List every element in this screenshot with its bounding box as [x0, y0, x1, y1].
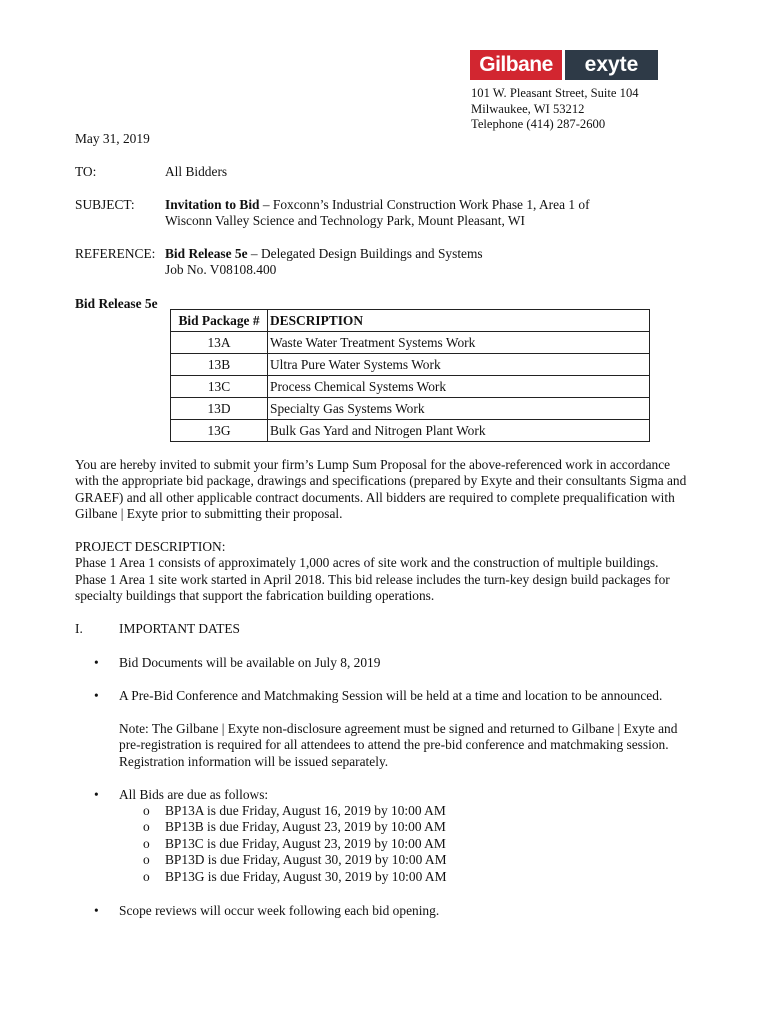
reference-rest: – Delegated Design Buildings and Systems: [247, 246, 483, 261]
bid-package-table: [170, 309, 650, 442]
table-row: [171, 376, 650, 398]
address-city: Milwaukee, WI 53212: [471, 101, 585, 116]
intro-line: Gilbane | Exyte prior to submitting their proposal.: [75, 506, 343, 522]
bullet-icon: •: [94, 787, 99, 802]
project-line: specialty buildings that support the fabrication building operations.: [75, 588, 435, 604]
bullet-icon: •: [94, 688, 99, 703]
subject-bold: Invitation to Bid: [165, 197, 260, 212]
address-street: 101 W. Pleasant Street, Suite 104: [471, 86, 639, 100]
letter-date: May 31, 2019: [75, 131, 150, 146]
reference-line-2: Job No. V08108.400: [165, 262, 277, 277]
letterhead-address: [471, 86, 639, 133]
note-line: Registration information will be issued separately.: [119, 753, 389, 769]
exyte-logo: exyte: [565, 50, 658, 80]
to-value: All Bidders: [165, 164, 228, 179]
due-date-item: BP13A is due Friday, August 16, 2019 by 10:00 AM: [165, 803, 446, 818]
intro-line: with the appropriate bid package, drawings and specifications (prepared by Exyte and their consultants Sigma and: [75, 473, 687, 489]
note-paragraph: [119, 721, 677, 770]
subject-rest: – Foxconn’s Industrial Construction Work Phase 1, Area 1 of: [259, 197, 590, 212]
due-date-item: BP13C is due Friday, August 23, 2019 by 10:00 AM: [165, 836, 446, 851]
bullet-icon: •: [94, 903, 99, 918]
section-numeral: I.: [75, 621, 83, 636]
bid-package-cell: 13D: [171, 398, 268, 420]
sub-bullet-icon: o: [143, 803, 150, 818]
subject-label: SUBJECT:: [75, 197, 135, 212]
sub-bullet-icon: o: [143, 819, 150, 834]
header-bid-package: Bid Package #: [171, 310, 268, 332]
bullet-icon: •: [94, 655, 99, 670]
project-line: Phase 1 Area 1 site work started in April 2018. This bid release includes the turn-key design build packages for: [75, 571, 670, 587]
intro-line: You are hereby invited to submit your firm’s Lump Sum Proposal for the above-referenced work in accordance: [75, 457, 671, 472]
project-line: Phase 1 Area 1 consists of approximately 1,000 acres of site work and the construction of multiple buildings.: [75, 555, 659, 571]
bid-release-title: Bid Release 5e: [75, 296, 158, 311]
company-logo: [470, 50, 658, 80]
bid-package-cell: 13G: [171, 420, 268, 442]
reference-bold: Bid Release 5e: [165, 246, 248, 261]
note-line: pre-registration is required for all attendees to attend the pre-bid conference and matchmaking session.: [119, 737, 669, 753]
table-header-row: [171, 310, 650, 332]
sub-bullet-icon: o: [143, 869, 150, 884]
gilbane-logo: Gilbane: [470, 50, 562, 80]
table-row: [171, 420, 650, 442]
description-cell: Ultra Pure Water Systems Work: [268, 354, 650, 376]
table-row: [171, 332, 650, 354]
bullet-scope-reviews: Scope reviews will occur week following each bid opening.: [119, 903, 440, 918]
project-heading: PROJECT DESCRIPTION:: [75, 539, 226, 554]
description-cell: Specialty Gas Systems Work: [268, 398, 650, 420]
section-title: IMPORTANT DATES: [119, 621, 241, 636]
sub-bullet-icon: o: [143, 852, 150, 867]
reference-line-1: [165, 246, 483, 262]
intro-line: GRAEF) and all other applicable contract documents. All bidders are required to complete prequalification with: [75, 489, 675, 505]
to-label: TO:: [75, 164, 97, 179]
address-phone: Telephone (414) 287-2600: [471, 117, 606, 132]
bullet-bids-due: All Bids are due as follows:: [119, 787, 269, 802]
due-date-item: BP13D is due Friday, August 30, 2019 by 10:00 AM: [165, 852, 447, 867]
bullet-pre-bid: A Pre-Bid Conference and Matchmaking Session will be held at a time and location to be announced.: [119, 688, 663, 703]
intro-paragraph: [75, 457, 686, 523]
description-cell: Process Chemical Systems Work: [268, 376, 650, 398]
bid-package-cell: 13A: [171, 332, 268, 354]
subject-line-2: Wisconn Valley Science and Technology Park, Mount Pleasant, WI: [165, 213, 525, 228]
due-date-item: BP13G is due Friday, August 30, 2019 by 10:00 AM: [165, 869, 447, 884]
description-cell: Waste Water Treatment Systems Work: [268, 332, 650, 354]
reference-label: REFERENCE:: [75, 246, 156, 261]
subject-line-1: [165, 197, 590, 213]
due-date-item: BP13B is due Friday, August 23, 2019 by 10:00 AM: [165, 819, 446, 834]
table-row: [171, 354, 650, 376]
note-line: Note: The Gilbane | Exyte non-disclosure agreement must be signed and returned to Gilbane | Exyte and: [119, 721, 678, 736]
table-row: [171, 398, 650, 420]
header-description: DESCRIPTION: [268, 310, 650, 332]
description-cell: Bulk Gas Yard and Nitrogen Plant Work: [268, 420, 650, 442]
sub-bullet-icon: o: [143, 836, 150, 851]
bullet-bid-documents: Bid Documents will be available on July 8, 2019: [119, 655, 381, 670]
bid-package-cell: 13C: [171, 376, 268, 398]
project-description: [75, 539, 670, 605]
bid-package-cell: 13B: [171, 354, 268, 376]
